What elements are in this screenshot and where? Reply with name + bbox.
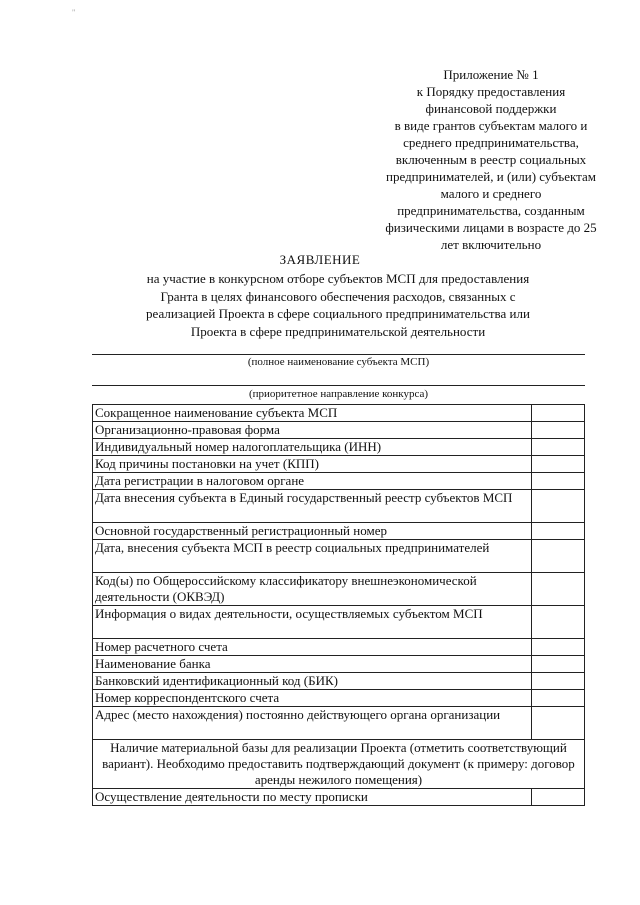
table-row bbox=[93, 405, 585, 422]
appendix-line: среднего предпринимательства, bbox=[403, 135, 579, 150]
subtitle-line: реализацией Проекта в сфере социального предпринимательства или bbox=[146, 306, 530, 321]
row-label: Номер корреспондентского счета bbox=[93, 690, 532, 707]
row-value-cell[interactable] bbox=[532, 540, 585, 573]
priority-caption: (приоритетное направление конкурса) bbox=[248, 388, 429, 400]
row-label: Индивидуальный номер налогоплательщика (ИНН) bbox=[93, 439, 532, 456]
row-label: Банковский идентификационный код (БИК) bbox=[93, 673, 532, 690]
table-row bbox=[93, 639, 585, 656]
row-label: Дата, внесения субъекта МСП в реестр социальных предпринимателей bbox=[93, 540, 532, 573]
row-label: Адрес (место нахождения) постоянно действующего органа организации bbox=[93, 707, 532, 740]
table-row bbox=[93, 422, 585, 439]
appendix-line: малого и среднего bbox=[440, 186, 542, 201]
document-title: ЗАЯВЛЕНИЕ bbox=[279, 252, 361, 267]
document-subtitle bbox=[90, 270, 586, 340]
table-row bbox=[93, 540, 585, 573]
appendix-line: предпринимателей, и (или) субъектам bbox=[386, 169, 596, 184]
table-row bbox=[93, 490, 585, 523]
row-value-cell[interactable] bbox=[532, 490, 585, 523]
appendix-line: включенным в реестр социальных bbox=[395, 152, 587, 167]
row-label: Основной государственный регистрационный номер bbox=[93, 523, 532, 540]
scan-mark: " bbox=[72, 8, 76, 17]
subtitle-line: на участие в конкурсном отборе субъектов МСП для предоставления bbox=[146, 271, 530, 286]
material-base-row bbox=[93, 740, 585, 789]
appendix-line: финансовой поддержки bbox=[425, 101, 557, 116]
row-value-cell[interactable] bbox=[532, 690, 585, 707]
row-value-cell[interactable] bbox=[532, 473, 585, 490]
row-label: Организационно-правовая форма bbox=[93, 422, 532, 439]
full-name-field[interactable] bbox=[92, 354, 585, 355]
row-value-cell[interactable] bbox=[532, 439, 585, 456]
material-base-text: Наличие материальной базы для реализации Проекта (отметить соответствующий вариант). Необходимо предоставить подтверждающий документ (к примеру: договор аренды нежилого помещения) bbox=[93, 740, 585, 789]
row-label: Информация о видах деятельности, осуществляемых субъектом МСП bbox=[93, 606, 532, 639]
row-value-cell[interactable] bbox=[532, 523, 585, 540]
table-row bbox=[93, 523, 585, 540]
table-row bbox=[93, 656, 585, 673]
row-label: Дата регистрации в налоговом органе bbox=[93, 473, 532, 490]
row-value-cell[interactable] bbox=[532, 573, 585, 606]
table-row bbox=[93, 473, 585, 490]
row-label: Осуществление деятельности по месту прописки bbox=[93, 789, 532, 806]
row-label: Сокращенное наименование субъекта МСП bbox=[93, 405, 532, 422]
application-table bbox=[92, 404, 585, 806]
table-row bbox=[93, 789, 585, 806]
appendix-line: предпринимательства, созданным bbox=[397, 203, 585, 218]
table-row bbox=[93, 439, 585, 456]
row-value-cell[interactable] bbox=[532, 405, 585, 422]
table-row bbox=[93, 707, 585, 740]
table-row bbox=[93, 456, 585, 473]
row-value-cell[interactable] bbox=[532, 422, 585, 439]
appendix-line: в виде грантов субъектам малого и bbox=[394, 118, 588, 133]
table-row bbox=[93, 573, 585, 606]
row-value-cell[interactable] bbox=[532, 606, 585, 639]
row-label: Код(ы) по Общероссийскому классификатору внешнеэкономической деятельности (ОКВЭД) bbox=[93, 573, 532, 606]
row-value-cell[interactable] bbox=[532, 673, 585, 690]
row-value-cell[interactable] bbox=[532, 656, 585, 673]
row-label: Номер расчетного счета bbox=[93, 639, 532, 656]
row-value-cell[interactable] bbox=[532, 707, 585, 740]
appendix-line: физическими лицами в возрасте до 25 bbox=[385, 220, 597, 235]
row-value-cell[interactable] bbox=[532, 639, 585, 656]
row-value-cell[interactable] bbox=[532, 456, 585, 473]
appendix-line: Приложение № 1 bbox=[443, 67, 539, 82]
priority-field[interactable] bbox=[92, 385, 585, 386]
row-label: Код причины постановки на учет (КПП) bbox=[93, 456, 532, 473]
appendix-line: к Порядку предоставления bbox=[416, 84, 566, 99]
appendix-header bbox=[360, 66, 622, 253]
table-row bbox=[93, 673, 585, 690]
table-row bbox=[93, 606, 585, 639]
row-label: Дата внесения субъекта в Единый государственный реестр субъектов МСП bbox=[93, 490, 532, 523]
subtitle-line: Гранта в целях финансового обеспечения расходов, связанных с bbox=[160, 288, 516, 304]
table-row bbox=[93, 690, 585, 707]
subtitle-line: Проекта в сфере предпринимательской деятельности bbox=[190, 323, 486, 339]
appendix-line: лет включительно bbox=[440, 237, 542, 252]
row-value-cell[interactable] bbox=[532, 789, 585, 806]
full-name-caption: (полное наименование субъекта МСП) bbox=[247, 356, 430, 368]
row-label: Наименование банка bbox=[93, 656, 532, 673]
